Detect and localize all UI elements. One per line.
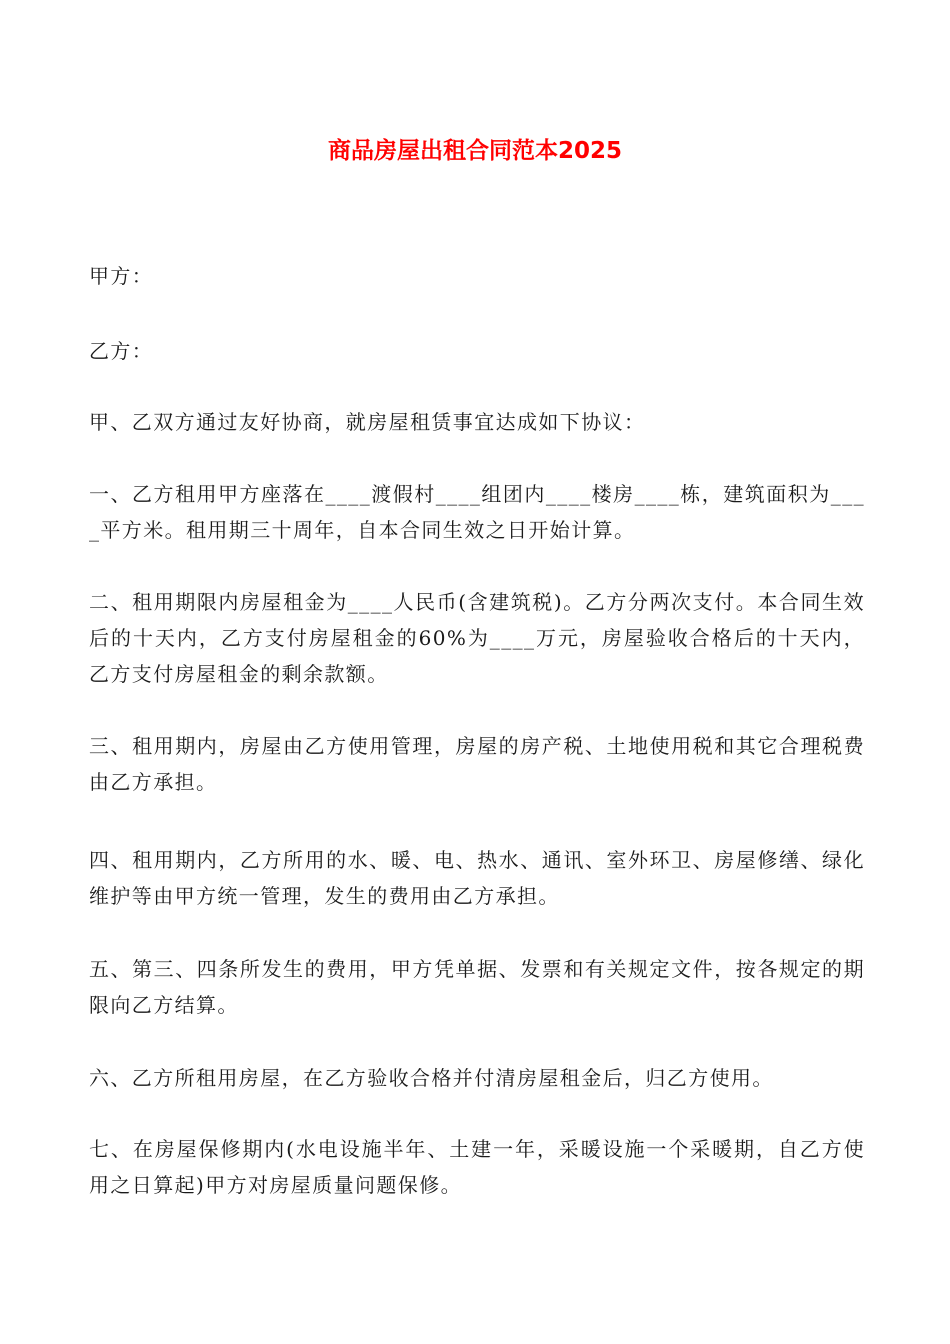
agreement-intro: 甲、乙双方通过友好协商，就房屋租赁事宜达成如下协议：	[89, 410, 646, 434]
clause-5: 五、第三、四条所发生的费用，甲方凭单据、发票和有关规定文件，按各规定的期限向乙方结算。	[89, 957, 865, 1017]
clause-7: 七、在房屋保修期内(水电设施半年、土建一年，采暖设施一个采暖期，自乙方使用之日算起)甲方对房屋质量问题保修。	[89, 1137, 865, 1197]
clause-6: 六、乙方所租用房屋，在乙方验收合格并付清房屋租金后，归乙方使用。	[89, 1066, 774, 1090]
clause-1: 一、乙方租用甲方座落在____渡假村____组团内____楼房____栋，建筑面积为____平方米。租用期三十周年，自本合同生效之日开始计算。	[89, 482, 865, 542]
clause-3: 三、租用期内，房屋由乙方使用管理，房屋的房产税、土地使用税和其它合理税费由乙方承担。	[89, 734, 865, 794]
clause-4: 四、租用期内，乙方所用的水、暖、电、热水、通讯、室外环卫、房屋修缮、绿化维护等由甲方统一管理，发生的费用由乙方承担。	[89, 848, 865, 908]
document-title: 商品房屋出租合同范本2025	[327, 138, 622, 164]
party-b-line: 乙方：	[89, 339, 154, 363]
clause-2: 二、租用期限内房屋租金为____人民币(含建筑税)。乙方分两次支付。本合同生效后的十天内，乙方支付房屋租金的60%为____万元，房屋验收合格后的十天内，乙方支付房屋租金的剩余款额。	[89, 590, 865, 686]
party-a-line: 甲方：	[89, 264, 154, 288]
